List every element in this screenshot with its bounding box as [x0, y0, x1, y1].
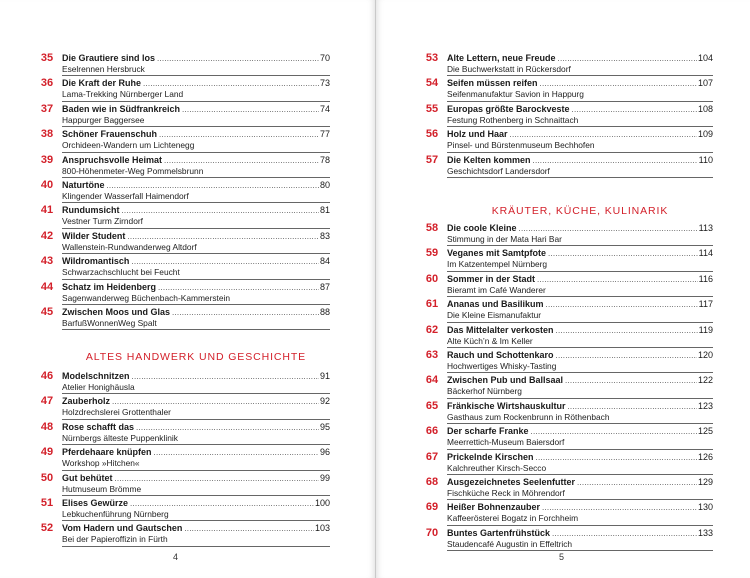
section-heading: KRÄUTER, KÜCHE, KULINARIK	[491, 205, 669, 217]
entry-number: 67	[425, 450, 439, 463]
entry-page: 120	[697, 349, 713, 360]
entry-subtitle: Bäckerhof Nürnberg	[447, 386, 522, 397]
dot-leader	[572, 103, 697, 116]
entry-number: 45	[40, 305, 54, 318]
entry-number: 70	[425, 526, 439, 539]
entry-number: 50	[40, 471, 54, 484]
entry-number: 44	[40, 280, 54, 293]
dot-leader	[548, 247, 698, 260]
divider	[447, 372, 713, 373]
entry-title: Veganes mit Samtpfote	[447, 248, 547, 259]
entry-number: 62	[425, 323, 439, 336]
entry-title: Naturtöne	[62, 179, 105, 190]
entry-page: 83	[319, 230, 330, 241]
toc-entry[interactable]	[36, 306, 330, 331]
divider	[447, 75, 713, 76]
dot-leader	[577, 476, 697, 489]
entry-number: 61	[425, 298, 439, 311]
entry-title: Zwischen Pub und Ballsaal	[447, 375, 564, 386]
divider	[447, 126, 713, 127]
divider	[62, 495, 330, 496]
entry-number: 38	[40, 128, 54, 141]
toc-list	[36, 370, 330, 548]
entry-number: 35	[40, 52, 54, 64]
entry-page: 96	[319, 447, 330, 458]
divider	[62, 419, 330, 420]
entry-number: 56	[425, 128, 439, 141]
dot-leader	[552, 527, 697, 540]
entry-title: Alte Lettern, neue Freude	[447, 53, 556, 63]
divider	[62, 253, 330, 254]
entry-page: 113	[698, 223, 713, 233]
entry-title: Anspruchsvolle Heimat	[62, 154, 163, 165]
entry-title: Modelschnitzen	[62, 371, 130, 381]
entry-subtitle: Holzdrechslerei Grottenthaler	[62, 407, 171, 418]
entry-page: 123	[697, 400, 713, 411]
toc-entry[interactable]	[36, 370, 330, 395]
dot-leader	[122, 204, 319, 217]
entry-title: Buntes Gartenfrühstück	[447, 527, 551, 538]
toc-entry[interactable]	[421, 451, 713, 476]
entry-subtitle: Die Kleine Eismanufaktur	[447, 310, 542, 321]
entry-subtitle: Festung Rothenberg in Schnaittach	[447, 114, 579, 125]
divider	[447, 296, 713, 297]
divider	[447, 177, 713, 178]
entry-number: 60	[425, 272, 439, 285]
divider	[62, 546, 330, 547]
dot-leader	[172, 306, 319, 319]
entry-title: Zauberholz	[62, 396, 111, 407]
entry-subtitle: 800-Höhenmeter-Weg Pommelsbrunn	[62, 165, 204, 176]
entry-number: 37	[40, 102, 54, 115]
entry-subtitle: Im Katzentempel Nürnberg	[447, 259, 548, 270]
divider	[447, 245, 713, 246]
toc-entry[interactable]	[421, 154, 713, 179]
entry-number: 66	[425, 425, 439, 438]
entry-page: 116	[698, 273, 713, 284]
toc-entry[interactable]	[421, 400, 713, 425]
entry-page: 129	[697, 476, 713, 487]
entry-number: 63	[425, 348, 439, 361]
entry-page: 84	[319, 256, 330, 267]
entry-subtitle: Kalchreuther Kirsch-Secco	[447, 462, 547, 473]
dot-leader	[184, 522, 314, 535]
toc-entry[interactable]	[36, 395, 330, 420]
toc-entry[interactable]	[36, 281, 330, 306]
divider	[62, 126, 330, 127]
toc-entry[interactable]	[421, 349, 713, 374]
entry-subtitle: Vestner Turm Zirndorf	[62, 216, 143, 227]
toc-entry[interactable]	[36, 154, 330, 179]
toc-entry[interactable]	[421, 52, 713, 77]
entry-title: Wildromantisch	[62, 256, 130, 267]
entry-subtitle: Hochwertiges Whisky-Tasting	[447, 360, 557, 371]
entry-page: 88	[319, 306, 330, 317]
entry-number: 68	[425, 475, 439, 488]
page-number: 5	[559, 552, 565, 562]
entry-title: Fränkische Wirtshauskultur	[447, 400, 566, 411]
toc-entry[interactable]	[421, 374, 713, 399]
entry-subtitle: Kaffeerösterei Bogatz in Forchheim	[447, 513, 579, 524]
divider	[62, 279, 330, 280]
entry-page: 110	[698, 154, 713, 165]
toc-entry[interactable]	[36, 204, 330, 229]
entry-title: Europas größte Barockveste	[447, 103, 570, 114]
entry-number: 48	[40, 420, 54, 433]
divider	[447, 525, 713, 526]
entry-subtitle: Bieramt im Café Wanderer	[447, 284, 546, 295]
entry-title: Vom Hadern und Gautschen	[62, 523, 183, 534]
entry-subtitle: Bei der Papierofﬁzin in Fürth	[62, 534, 168, 545]
entry-subtitle: Stimmung in der Mata Hari Bar	[447, 234, 562, 244]
dot-leader	[182, 103, 319, 116]
entry-number: 59	[425, 247, 439, 260]
entry-page: 73	[319, 78, 330, 89]
entry-title: Schöner Frauenschuh	[62, 129, 158, 140]
entry-title: Die Grautiere sind los	[62, 53, 156, 63]
entry-subtitle: Geschichtsdorf Landersdorf	[447, 165, 550, 176]
entry-number: 54	[425, 77, 439, 90]
toc-entry[interactable]	[421, 476, 713, 501]
entry-page: 133	[697, 527, 713, 538]
entry-number: 58	[425, 222, 439, 234]
divider	[62, 393, 330, 394]
entry-page: 91	[319, 371, 330, 381]
toc-entry[interactable]	[36, 421, 330, 446]
divider	[62, 470, 330, 471]
entry-title: Rauch und Schottenkaro	[447, 349, 554, 360]
toc-entry[interactable]	[421, 128, 713, 153]
entry-number: 43	[40, 255, 54, 268]
entry-subtitle: Nürnbergs älteste Puppenklinik	[62, 432, 178, 443]
toc-entry[interactable]	[36, 128, 330, 153]
entry-page: 130	[697, 502, 713, 513]
entry-title: Prickelnde Kirschen	[447, 451, 534, 462]
divider	[62, 444, 330, 445]
toc-list	[421, 52, 713, 179]
entry-subtitle: Gasthaus zum Rockenbrunn in Röthenbach	[447, 411, 610, 422]
entry-title: Das Mittelalter verkosten	[447, 324, 554, 335]
entry-page: 78	[319, 154, 330, 165]
toc-entry[interactable]	[421, 77, 713, 102]
toc-entry[interactable]	[421, 501, 713, 526]
toc-entry[interactable]	[421, 103, 713, 128]
dot-leader	[154, 446, 319, 459]
entry-number: 47	[40, 395, 54, 408]
entry-page: 81	[319, 205, 330, 216]
entry-subtitle: Klingender Wasserfall Haimendorf	[62, 190, 189, 201]
dot-leader	[565, 374, 697, 387]
entry-page: 99	[319, 472, 330, 483]
dot-leader	[157, 52, 319, 65]
dot-leader	[556, 349, 697, 362]
divider	[62, 177, 330, 178]
entry-number: 41	[40, 204, 54, 217]
divider	[447, 271, 713, 272]
dot-leader	[537, 273, 698, 286]
toc-entry[interactable]	[36, 52, 330, 77]
entry-subtitle: Eselrennen Hersbruck	[62, 64, 145, 74]
entry-number: 55	[425, 102, 439, 115]
entry-page: 122	[697, 375, 713, 386]
section-heading: ALTES HANDWERK UND GESCHICHTE	[85, 351, 307, 363]
entry-subtitle: Die Buchwerkstatt in Rückersdorf	[447, 64, 571, 74]
toc-list	[36, 52, 330, 331]
dot-leader	[536, 451, 697, 464]
divider	[447, 499, 713, 500]
toc-entry[interactable]	[36, 77, 330, 102]
toc-entry[interactable]	[36, 446, 330, 471]
entry-title: Baden wie in Südfrankreich	[62, 103, 181, 114]
divider	[447, 474, 713, 475]
entry-number: 52	[40, 522, 54, 535]
divider	[62, 228, 330, 229]
toc-list	[421, 222, 713, 552]
divider	[447, 347, 713, 348]
entry-subtitle: Meerrettich-Museum Baiersdorf	[447, 437, 565, 448]
divider	[62, 202, 330, 203]
entry-title: Ananas und Basilikum	[447, 299, 544, 310]
entry-title: Die coole Kleine	[447, 223, 517, 233]
entry-number: 64	[425, 374, 439, 387]
divider	[62, 304, 330, 305]
entry-subtitle: Lebkuchenführung Nürnberg	[62, 508, 169, 519]
entry-number: 46	[40, 370, 54, 382]
entry-number: 53	[425, 52, 439, 64]
entry-subtitle: Workshop »Hitchen«	[62, 458, 140, 469]
divider	[62, 152, 330, 153]
entry-subtitle: Atelier Honighäusla	[62, 382, 135, 392]
divider	[62, 101, 330, 102]
toc-entry[interactable]	[36, 522, 330, 547]
entry-subtitle: Alte Küch’n & Im Keller	[447, 335, 533, 346]
divider	[62, 75, 330, 76]
entry-subtitle: Fischküche Reck in Möhrendorf	[447, 487, 565, 498]
entry-subtitle: Seifenmanufaktur Savion in Happurg	[447, 89, 584, 100]
toc-entry[interactable]	[36, 497, 330, 522]
entry-number: 40	[40, 178, 54, 191]
entry-title: Gut behütet	[62, 472, 113, 483]
entry-page: 108	[697, 103, 713, 114]
toc-entry[interactable]	[36, 103, 330, 128]
toc-entry[interactable]	[421, 425, 713, 450]
entry-page: 80	[319, 179, 330, 190]
dot-leader	[132, 370, 319, 383]
toc-entry[interactable]	[421, 222, 713, 247]
entry-title: Zwischen Moos und Glas	[62, 306, 171, 317]
entry-page: 117	[698, 299, 713, 310]
entry-number: 49	[40, 446, 54, 459]
entry-page: 126	[697, 451, 713, 462]
entry-subtitle: Sagenwanderweg Büchenbach-Kammerstein	[62, 292, 231, 303]
toc-entry[interactable]	[421, 247, 713, 272]
entry-subtitle: Happurger Baggersee	[62, 114, 145, 125]
toc-entry[interactable]	[36, 255, 330, 280]
divider	[447, 101, 713, 102]
dot-leader	[533, 154, 698, 167]
toc-entry[interactable]	[421, 324, 713, 349]
entry-number: 42	[40, 229, 54, 242]
entry-page: 103	[314, 523, 330, 534]
entry-title: Die Kelten kommen	[447, 154, 531, 165]
entry-number: 65	[425, 399, 439, 412]
entry-page: 107	[697, 78, 713, 89]
entry-title: Ausgezeichnetes Seelenfutter	[447, 476, 576, 487]
dot-leader	[556, 324, 698, 337]
entry-title: Rose schafft das	[62, 421, 135, 432]
divider	[447, 322, 713, 323]
toc-entry[interactable]	[36, 179, 330, 204]
entry-title: Pferdehaare knüpfen	[62, 447, 152, 458]
entry-title: Der scharfe Franke	[447, 426, 529, 437]
toc-entry[interactable]	[36, 230, 330, 255]
entry-page: 74	[319, 103, 330, 114]
entry-page: 100	[314, 497, 330, 508]
divider	[447, 550, 713, 551]
right-page	[376, 0, 750, 578]
entry-number: 36	[40, 77, 54, 90]
divider	[62, 520, 330, 521]
divider	[447, 423, 713, 424]
entry-page: 119	[698, 324, 713, 335]
entry-title: Heißer Bohnenzauber	[447, 502, 541, 513]
entry-title: Elises Gewürze	[62, 497, 129, 508]
dot-leader	[558, 52, 697, 65]
entry-page: 104	[697, 53, 713, 63]
entry-subtitle: Staudencafé Augustin in Effeltrich	[447, 538, 573, 549]
entry-number: 57	[425, 153, 439, 166]
page-number: 4	[173, 552, 179, 562]
divider	[62, 329, 330, 330]
entry-page: 114	[698, 248, 713, 259]
entry-page: 92	[319, 396, 330, 407]
entry-number: 39	[40, 153, 54, 166]
entry-title: Schatz im Heidenberg	[62, 281, 157, 292]
divider	[447, 152, 713, 153]
entry-title: Wilder Student	[62, 230, 126, 241]
entry-title: Rundumsicht	[62, 205, 120, 216]
toc-entry[interactable]	[421, 273, 713, 298]
entry-number: 51	[40, 496, 54, 509]
entry-subtitle: Orchideen-Wandern um Lichtenegg	[62, 140, 195, 151]
entry-page: 77	[319, 129, 330, 140]
dot-leader	[546, 298, 698, 311]
toc-entry[interactable]	[421, 527, 713, 552]
entry-title: Die Kraft der Ruhe	[62, 78, 142, 89]
entry-subtitle: Wallenstein-Rundwanderweg Altdorf	[62, 241, 197, 252]
entry-title: Sommer in der Stadt	[447, 273, 536, 284]
entry-subtitle: Schwarzachschlucht bei Feucht	[62, 267, 180, 278]
entry-page: 95	[319, 421, 330, 432]
divider	[447, 398, 713, 399]
toc-entry[interactable]	[36, 472, 330, 497]
entry-title: Seifen müssen reifen	[447, 78, 538, 89]
entry-title: Holz und Haar	[447, 129, 508, 140]
entry-page: 70	[319, 53, 330, 63]
entry-subtitle: Hutmuseum Brömme	[62, 483, 142, 494]
entry-subtitle: BarfußWonnenWeg Spalt	[62, 317, 157, 328]
entry-page: 109	[697, 129, 713, 140]
divider	[447, 449, 713, 450]
entry-subtitle: Lama-Trekking Nürnberger Land	[62, 89, 184, 100]
toc-entry[interactable]	[421, 298, 713, 323]
dot-leader	[115, 472, 319, 485]
entry-page: 125	[697, 426, 713, 437]
entry-number: 69	[425, 501, 439, 514]
entry-page: 87	[319, 281, 330, 292]
entry-subtitle: Pinsel- und Bürstenmuseum Bechhofen	[447, 140, 595, 151]
